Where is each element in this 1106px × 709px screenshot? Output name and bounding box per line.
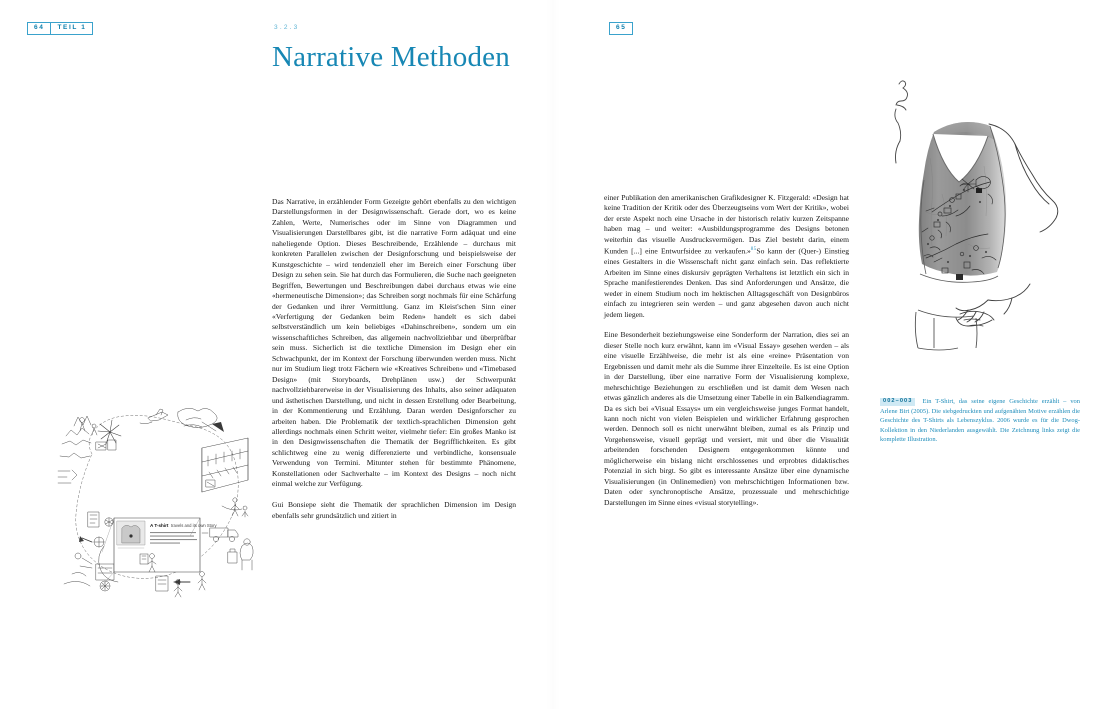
right-paragraph-2: Eine Besonderheit beziehungsweise eine Sonderform der Narration, dies sei an dieser Stelle noch kurz erwähnt, kann im «Visual Essay» gesehen werden – als eine visuelle Erzählweise, die mehr ist als eine «reine» Präsentation von Ergebnissen und damit mehr als die Summe ihrer Einzelteile. Es ist eine Option in der Darstellung, über eine narrative Form der Visualisierung komplexe, mehrschichtige Beziehungen zu erschließen und ist damit dem Wesen nach etwas gänzlich anderes als die Umsetzung einer Tabelle in ein Balkendiagramm. Da es sich bei «Visual Essays» um ein vergleichsweise junges Format handelt, kann noch nicht von vielen Beispielen und wirklicher Erfahrung gesprochen werden. Dennoch soll es nicht unerwähnt bleiben, zumal es als Prinzip und Vorgehensweise, visuell geprägt und versiert, mit und über die Visualität arbeitenden forschenden Designern entgegenkommen könnte und möglicherweise ein bislang nicht erschlossenes und erprobtes didaktisches Potenzial in sich birgt. So gibt es interessante Ansätze über eine dynamische Visualisierungen (in Onlinemedien) von mehrschichtigen Informationen bzw. Daten oder synchronoptische Ansätze, prozessuale und mehrschichtige Darstellungen im Sinne eines «visual storytelling». (604, 330, 849, 507)
part-label-left: TEIL 1 (51, 22, 93, 35)
tshirt-photo-svg (872, 62, 1084, 382)
tshirt-photo (872, 62, 1084, 382)
caption-text: Ein T-Shirt, das seine eigene Geschichte erzählt – von Arlene Birt (2005). Die siebgedruckten und aufgenähten Motive erzählen die Geschichte des T-Shirts als Lebenszyklus. 2006 wurde es für die Dwog-Kollektion in den Niederlanden ausgewählt. Die Zeichnung links zeigt die komplette Illustration. (880, 398, 1080, 443)
right-paragraph-1-text: einer Publikation den amerikanischen Grafikdesigner K. Fitzgerald: «Design hat keine Tradition der Kritik oder des Überzeugtseins vom Wert der Kritik», wobei der erste Aspekt noch eine Ursache in der historisch relativ kurzen Zeitspanne haben mag – und weiter: «Ausbildungsprogramme des Designs betonen weiterhin das visuelle Ausdrucksvermögen. Das Ziel besteht darin, einem Kunden [...] eine Entwurfsidee zu verkaufen.» (604, 193, 849, 256)
section-number: 3.2.3 (274, 24, 300, 31)
figure-inline-subtitle: travels and its own Story (171, 523, 217, 528)
right-paragraph-1 (604, 193, 849, 320)
left-paragraph-2: Gui Bonsiepe sieht die Thematik der sprachlichen Dimension im Design ebenfalls sehr grundsätzlich und zitiert in (272, 500, 516, 520)
caption-number: 002–003 (880, 398, 915, 406)
left-paragraph-1: Das Narrative, in erzählender Form Gezeigte gehört ebenfalls zu den wichtigen Darstellungsformen in der Designwissenschaft. Gerade dort, wo es keine Zahlen, Werte, Numerisches oder im Sinne von Diagrammen und Visualisierungen Darstellbares gibt, ist die narrative Form adäquat und eine naheliegende Option. Dieses Beschreibende, Erzählende – durchaus mit konkreten Parallelen zwischen der Designforschung und beispielsweise der Kunstgeschichte – wird tendenziell eher im Bereich einer Forschung über Design zu sehen sein. Sie hat durch das Formulieren, die Suche nach geeigneten Begriffen, Bewertungen und Beschreibungen dabei durchaus etwas wie eine «hermeneutische Dimension»; das Schreiben sorgt nochmals für eine Schärfung der Gedanken und ihrer Vermittlung. Ganz im Kleist'schen Sinn einer «Verfertigung der Gedanken beim Reden» handelt es sich dabei selbstverständlich um kein beliebiges «Dahinschreiben», sondern um ein wissenschaftliches Schreiben, das allgemein nachvollziehbar und überprüfbar sein muss. Sicherlich ist die textliche Dimension im Design eher ein Schwachpunkt, der im Kontext der Forschung überwunden werden muss. Nicht nur im Studium liegt trotz Fächern wie «Kreatives Schreiben» und «Timebased Design» (mit Storyboards, Drehplänen usw.) der Schwerpunkt nachvollziehbarerweise in der Visualisierung des Inhalts, also seiner adäquaten und ästhetischen Darstellung, und nicht in dessen Erstellung oder Bearbeitung, in der Kommentierung und Erzählung. Daran werden Designforscher zu arbeiten haben. Die Problematik der textlich-sprachlichen Dimension geht allerdings nochmals einen Schritt weiter, vielmehr tiefer: Ein großes Manko ist in den Designwissenschaften die Thematik der Begrifflichkeiten. Es gibt schlichtweg eine zu wenig differenzierte und verbindliche, konsensuale Verwendung von Termini. Mitunter stehen für bestimmte Phänomene, Konstellationen oder Sachverhalte – im Kontext des Designs – noch nicht einmal welche zur Verfügung. (272, 197, 516, 489)
right-body-column (604, 193, 849, 508)
face-outline (895, 81, 908, 141)
figure-caption (880, 397, 1080, 445)
running-head-right (609, 22, 633, 35)
running-head-left (27, 22, 93, 35)
page-number-right: 65 (609, 22, 633, 35)
page-title: Narrative Methoden (272, 41, 510, 73)
footnote-marker: 85 (750, 247, 757, 253)
tshirt-lifecycle-illustration (52, 396, 266, 612)
right-paragraph-1-cont: So kann der (Quer-) Einstieg eines Gestalters in die Wissenschaft nicht ganz einfach sein. Das reflektierte Arbeiten im Sinne eines diskursiv geprägten Verhaltens ist letztlich ein sich in Sprache manifestierendes Denken. Das sind Anforderungen und Ansätze, die weder in einem Studium noch im hektischen Alltagsgeschäft von Designbüros einfach zu integrieren sein werden – und ganz abgesehen davon auch nicht jedem liegen. (604, 246, 849, 319)
lifecycle-diagram-svg (52, 396, 266, 612)
page-number-left: 64 (27, 22, 51, 35)
figure-inline-title: A T-shirt (150, 523, 169, 528)
left-body-column (272, 197, 516, 521)
waistband-outline (915, 310, 977, 350)
